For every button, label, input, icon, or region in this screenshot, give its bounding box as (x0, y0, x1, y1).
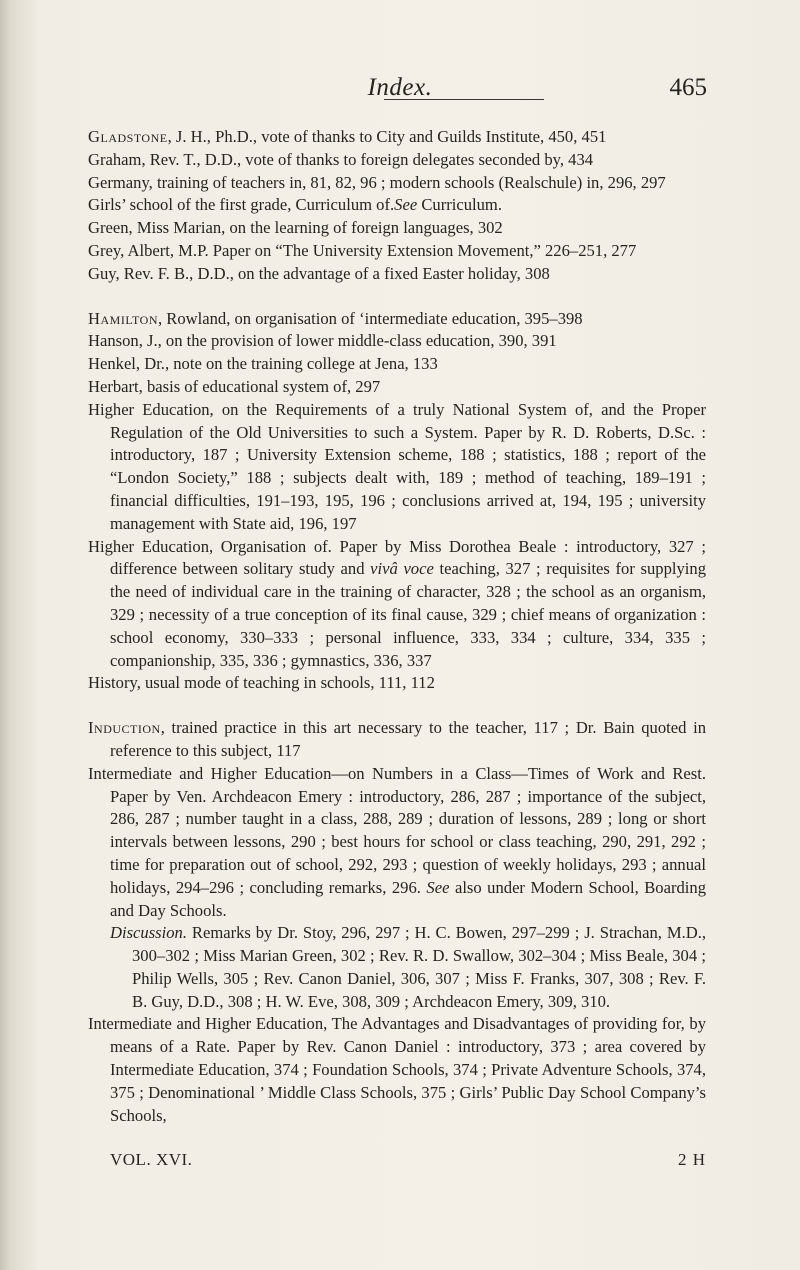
entry-text: Higher Education, Organisation of. Paper by Miss Dorothea Beale : introductory, 327 ; difference between solitary study and (88, 536, 706, 579)
page-header (0, 74, 800, 110)
index-entry (88, 763, 706, 923)
entry-text: Intermediate and Higher Education, The Advantages and Disadvantages of providing for, by means of a Rate. Paper by Rev. Canon Daniel : introductory, 373 ; area covered by Intermediate Education, 374 ; Foundation Schools, 374 ; Private Adventure Schools, 374, 375 ; Denominational ’ Middle Class Schools, 375 ; Girls’ Public Day School Company’s Schools, (88, 1014, 706, 1125)
volume-label: VOL. XVI. (110, 1150, 193, 1169)
signature-mark: 2 H (677, 1150, 706, 1169)
entry-text: Grey, Albert, M.P. Paper on “The University Extension Movement,” 226–251, 277 (88, 240, 637, 260)
running-title: Index. (367, 74, 433, 101)
index-subentry (88, 922, 706, 1013)
entry-text: , trained practice in this art necessary to the teacher, 117 ; Dr. Bain quoted in reference to this subject, 117 (110, 718, 706, 760)
entry-lead-word: Induction (88, 718, 161, 738)
index-entry (88, 217, 706, 240)
entry-text-continued: also under Modern School, Boarding and Day Schools. (110, 877, 706, 920)
index-entry (88, 194, 706, 217)
entry-text: Herbart, basis of educational system of, 297 (88, 376, 381, 396)
index-entries (88, 126, 706, 1127)
entry-text: Girls’ school of the first grade, Curriculum of. (88, 195, 395, 215)
index-entry (88, 263, 706, 286)
page-footer (110, 1150, 706, 1174)
index-entry (88, 1013, 706, 1127)
index-entry (88, 172, 706, 195)
entry-lead-word: Hamilton (88, 308, 158, 328)
entry-text: Graham, Rev. T., D.D., vote of thanks to foreign delegates seconded by, 434 (88, 149, 594, 169)
index-entry (88, 717, 706, 763)
entry-text: Intermediate and Higher Education—on Numbers in a Class—Times of Work and Rest. Paper by Ven. Archdeacon Emery : introductory, 286, 287 ; importance of the subject, 286, 287 ; number taught in a class, 288, 289 ; duration of lessons, 289 ; long or short intervals between lessons, 290 ; best hours for school or class teaching, 290, 291, 292 ; time for preparation out of school, 292, 293 ; question of weekly holidays, 293 ; annual holidays, 294–296 ; concluding remarks, 296. (88, 763, 706, 897)
section-gap (88, 695, 706, 717)
entry-text-continued: Remarks by Dr. Stoy, 296, 297 ; H. C. Bowen, 297–299 ; J. Strachan, M.D., 300–302 ; Miss Marian Green, 302 ; Rev. R. D. Swallow, 302–304 ; Miss Beale, 304 ; Philip Wells, 305 ; Rev. Canon Daniel, 306, 307 ; Miss F. Franks, 307, 308 ; Rev. F. B. Guy, D.D., 308 ; H. W. Eve, 308, 309 ; Archdeacon Emery, 309, 310. (132, 923, 706, 1011)
index-entry (88, 308, 706, 331)
entry-italic: vivâ voce (370, 559, 434, 579)
entry-lead-word: Gladstone (88, 127, 168, 146)
entry-text-continued: teaching, 327 ; requisites for supplying the need of individual care in the training of character, 328 ; the school as an organism, 329 ; necessity of a true conception of its final cause, 329 ; chief means of organization : school economy, 330–333 ; personal influence, 333, 334 ; culture, 334, 335 ; companionship, 335, 336 ; gymnastics, 336, 337 (110, 559, 706, 670)
page-number: 465 (669, 74, 707, 101)
entry-text: , J. H., Ph.D., vote of thanks to City and Guilds Institute, 450, 451 (167, 127, 607, 146)
entry-text: Germany, training of teachers in, 81, 82, 96 ; modern schools (Realschule) in, 296, 297 (88, 172, 666, 192)
index-entry (88, 240, 706, 263)
entry-text: Green, Miss Marian, on the learning of foreign languages, 302 (88, 218, 503, 238)
entry-italic: Discussion. (110, 923, 187, 943)
entry-text: Higher Education, on the Requirements of a truly National System of, and the Proper Regulation of the Old Universities to such a System. Paper by R. D. Roberts, D.Sc. : introductory, 187 ; University Extension scheme, 188 ; statistics, 188 ; report of the “London Society,” 188 ; subjects dealt with, 189 ; method of teaching, 189–191 ; financial difficulties, 191–193, 195, 196 ; conclusions arrived at, 194, 195 ; university management with State aid, 196, 197 (88, 399, 706, 533)
entry-text: Hanson, J., on the provision of lower middle-class education, 390, 391 (88, 331, 557, 351)
entry-text-continued: Curriculum. (417, 195, 502, 215)
header-rule (384, 99, 544, 100)
section-gap (88, 286, 706, 308)
entry-text: , Rowland, on organisation of ‘intermediate education, 395–398 (158, 308, 583, 328)
index-entry (88, 536, 706, 673)
entry-text: Henkel, Dr., note on the training college at Jena, 133 (88, 354, 438, 374)
index-entry (88, 126, 706, 149)
index-entry (88, 149, 706, 172)
index-entry (88, 330, 706, 353)
index-entry (88, 672, 706, 695)
index-entry (88, 399, 706, 536)
index-entry (88, 353, 706, 376)
entry-text: Guy, Rev. F. B., D.D., on the advantage of a fixed Easter holiday, 308 (88, 263, 550, 283)
entry-italic: See (426, 877, 450, 897)
entry-text: History, usual mode of teaching in schools, 111, 112 (88, 673, 435, 693)
entry-italic: See (394, 195, 418, 215)
index-entry (88, 376, 706, 399)
